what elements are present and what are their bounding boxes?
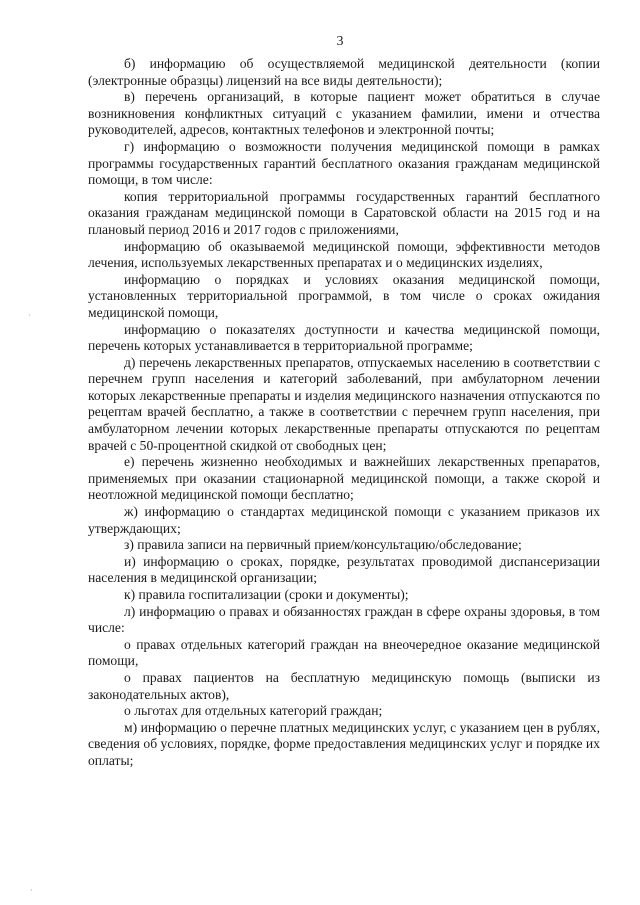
page-number: 3 xyxy=(336,34,344,49)
paragraph-l-item-2: о правах пациентов на бесплатную медицинскую помощь (выписки из законодательных актов), xyxy=(88,669,600,702)
paragraph-zh: ж) информацию о стандартах медицинской помощи с указанием приказов их утверждающих; xyxy=(88,504,600,536)
paragraph-b: б) информацию об осуществляемой медицинской деятельности (копии (электронные образцы) лицензий на все виды деятельности); xyxy=(88,56,600,88)
paragraph-i: и) информацию о сроках, порядке, результатах проводимой диспансеризации населения в медицинской организации; xyxy=(88,553,600,586)
paragraph-m: м) информацию о перечне платных медицинских услуг, с указанием цен в рублях, сведения об условиях, порядке, форме предоставления медицинских услуг и порядке их оплаты; xyxy=(88,719,600,768)
paragraph-l: л) информацию о правах и обязанностях граждан в сфере охраны здоровья, в том числе: xyxy=(88,603,600,636)
paragraph-g-item-3: информацию о порядках и условиях оказания медицинской помощи, установленных территориальной программой, в том числе о сроках ожидания медицинской помощи, xyxy=(88,271,600,320)
paragraph-d: д) перечень лекарственных препаратов, отпускаемых населению в соответствии с перечнем групп населения и категорий заболеваний, при амбулаторном лечении которых лекарственные препараты и изделия медицинского назначения отпускаются по рецептам врачей бесплатно, а также в соответствии с перечнем групп населения, при амбулаторном лечении которых лекарственные препараты отпускаются по рецептам врачей с 50-процентной скидкой от свободных цен; xyxy=(88,354,600,453)
paragraph-e: е) перечень жизненно необходимых и важнейших лекарственных препаратов, применяемых при оказании стационарной медицинской помощи, а также скорой и неотложной медицинской помощи бесплатно; xyxy=(88,454,600,503)
paragraph-g-item-4: информацию о показателях доступности и качества медицинской помощи, перечень которых устанавливается в территориальной программе; xyxy=(88,321,600,354)
document-body xyxy=(88,56,600,770)
paragraph-g-item-2: информацию об оказываемой медицинской помощи, эффективности методов лечения, используемых лекарственных препаратах и о медицинских изделиях, xyxy=(88,238,600,271)
scan-speck: · xyxy=(28,311,31,320)
paragraph-k: к) правила госпитализации (сроки и документы); xyxy=(124,587,409,602)
paragraph-g-item-1: копия территориальной программы государственных гарантий бесплатного оказания гражданам медицинской помощи в Саратовской области на 2015 год и на плановый период 2016 и 2017 годов с приложениями, xyxy=(88,188,600,237)
scan-speck: · xyxy=(30,886,33,895)
paragraph-g: г) информацию о возможности получения медицинской помощи в рамках программы государственных гарантий бесплатного оказания гражданам медицинской помощи, в том числе: xyxy=(88,138,600,188)
paragraph-z: з) правила записи на первичный прием/консультацию/обследование; xyxy=(124,537,522,553)
paragraph-l-item-1: о правах отдельных категорий граждан на внеочередное оказание медицинской помощи, xyxy=(88,636,600,669)
paragraph-l-item-3: о льготах для отдельных категорий граждан; xyxy=(124,703,383,719)
paragraph-v: в) перечень организаций, в которые пациент может обратиться в случае возникновения конфликтных ситуаций с указанием фамилии, имени и отчества руководителей, адресов, контактных телефонов и электронной почты; xyxy=(88,89,600,138)
